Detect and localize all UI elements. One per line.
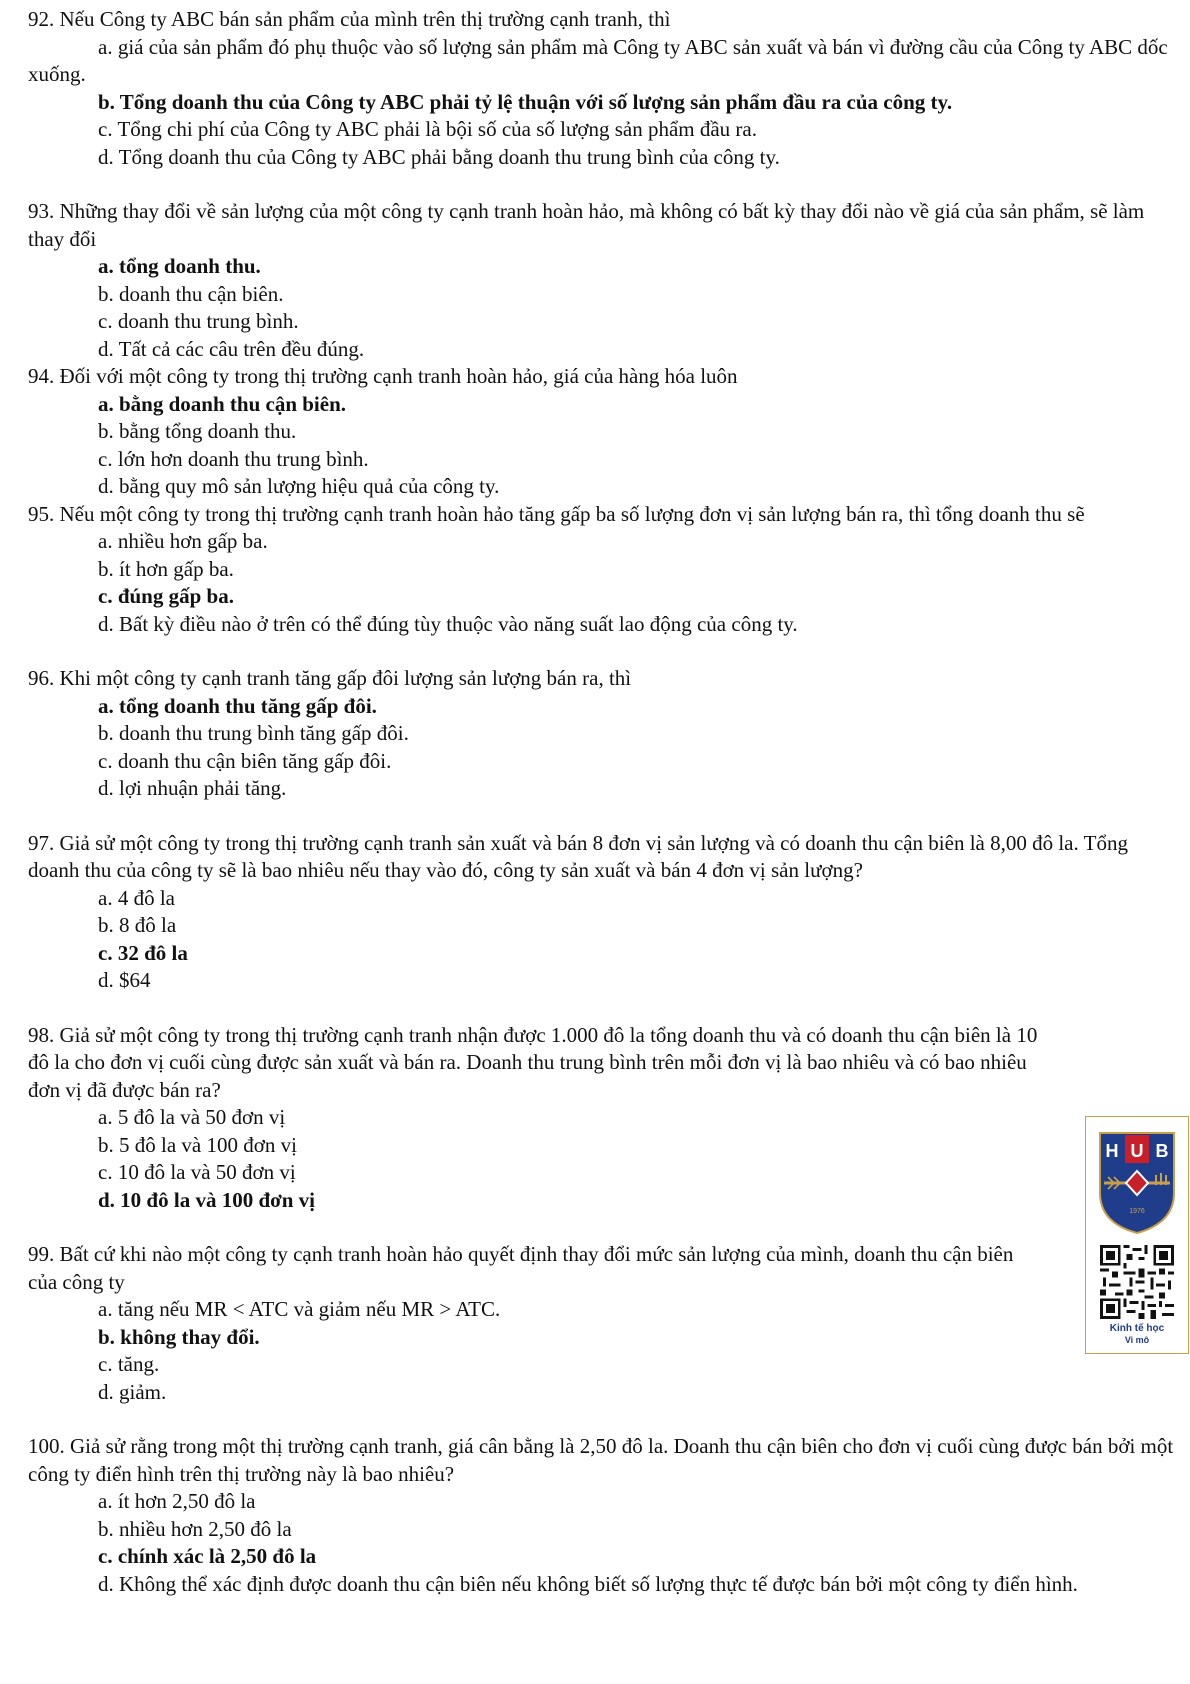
- logo-letter-h: H: [1105, 1141, 1119, 1161]
- answer-option: d. lợi nhuận phải tăng.: [98, 776, 287, 800]
- question-93: [0, 198, 1190, 363]
- answer-option: b. doanh thu cận biên.: [98, 281, 284, 306]
- answer-option: d. Bất kỳ điều nào ở trên có thể đúng tùy thuộc vào năng suất lao động của công ty.: [98, 611, 798, 636]
- answer-option: b. 5 đô la và 100 đơn vị: [98, 1132, 297, 1157]
- question-stem: 100. Giả sử rằng trong một thị trường cạnh tranh, giá cân bằng là 2,50 đô la. Doanh thu cận biên cho đơn vị cuối cùng được bán bởi một công ty điển hình trên thị trường này là bao nhiêu?: [28, 1434, 1174, 1486]
- answer-option: a. tăng nếu MR < ATC và giảm nếu MR > ATC.: [98, 1297, 501, 1321]
- qr-code-icon: [1100, 1245, 1174, 1319]
- question-97: [0, 830, 1190, 995]
- answer-option-correct: d. 10 đô la và 100 đơn vị: [98, 1187, 316, 1212]
- answer-option: a. nhiều hơn gấp ba.: [98, 529, 268, 553]
- answer-option: d. Không thể xác định được doanh thu cận biên nếu không biết số lượng thực tế được bán bởi một công ty điển hình.: [98, 1571, 1078, 1596]
- answer-option-correct: a. bằng doanh thu cận biên.: [98, 391, 347, 416]
- question-96: [0, 665, 1190, 803]
- answer-option: a. 4 đô la: [98, 885, 175, 910]
- answer-option: d. Tổng doanh thu của Công ty ABC phải bằng doanh thu trung bình của công ty.: [98, 144, 780, 169]
- answer-option: b. nhiều hơn 2,50 đô la: [98, 1516, 292, 1541]
- logo-letter-b: B: [1155, 1141, 1169, 1161]
- answer-option: d. $64: [98, 968, 151, 992]
- question-99: [0, 1241, 1190, 1406]
- answer-option-correct: c. 32 đô la: [98, 940, 188, 965]
- logo-year: 1976: [1129, 1208, 1145, 1215]
- answer-option-correct: c. đúng gấp ba.: [98, 584, 234, 608]
- logo-letter-u: U: [1130, 1141, 1144, 1161]
- hub-shield-logo-icon: [1098, 1131, 1176, 1235]
- question-stem: 95. Nếu một công ty trong thị trường cạnh tranh hoàn hảo tăng gấp ba số lượng đơn vị sản lượng bán ra, thì tổng doanh thu sẽ: [28, 501, 1085, 526]
- answer-option: d. Tất cả các câu trên đều đúng.: [98, 336, 365, 361]
- answer-option: b. doanh thu trung bình tăng gấp đôi.: [98, 721, 409, 745]
- question-92: [0, 6, 1190, 171]
- answer-option: b. ít hơn gấp ba.: [98, 556, 234, 581]
- answer-option: d. bằng quy mô sản lượng hiệu quả của công ty.: [98, 474, 500, 498]
- answer-option-correct: a. tổng doanh thu.: [98, 254, 261, 278]
- answer-option-correct: c. chính xác là 2,50 đô la: [98, 1544, 317, 1568]
- answer-option: c. doanh thu cận biên tăng gấp đôi.: [98, 748, 392, 773]
- answer-option-correct: b. không thay đổi.: [98, 1324, 260, 1349]
- answer-option: a. 5 đô la và 50 đơn vị: [98, 1105, 286, 1129]
- answer-option-correct: b. Tổng doanh thu của Công ty ABC phải tỷ lệ thuận với số lượng sản phẩm đầu ra của công ty.: [98, 89, 953, 114]
- question-95: [0, 501, 1190, 639]
- answer-option: c. doanh thu trung bình.: [98, 309, 299, 333]
- question-stem: 98. Giả sử một công ty trong thị trường cạnh tranh nhận được 1.000 đô la tổng doanh thu và có doanh thu cận biên là 10 đô la cho đơn vị cuối cùng được sản xuất và bán ra. Doanh thu trung bình trên mỗi đơn vị là bao nhiêu và có bao nhiêu đơn vị đã được bán ra?: [28, 1022, 1038, 1102]
- answer-option: c. Tổng chi phí của Công ty ABC phải là bội số của số lượng sản phẩm đầu ra.: [98, 117, 757, 141]
- badge-title: Kinh tế học: [1109, 1323, 1165, 1334]
- badge-subtitle: Vi mô: [1124, 1335, 1150, 1345]
- question-stem: 97. Giả sử một công ty trong thị trường cạnh tranh sản xuất và bán 8 đơn vị sản lượng và có doanh thu cận biên là 8,00 đô la. Tổng doanh thu của công ty sẽ là bao nhiêu nếu thay vào đó, công ty sản xuất và bán 4 đơn vị sản lượng?: [28, 830, 1128, 882]
- question-stem: 94. Đối với một công ty trong thị trường cạnh tranh hoàn hảo, giá của hàng hóa luôn: [28, 364, 738, 388]
- answer-option: c. tăng.: [98, 1352, 160, 1376]
- hub-badge: [1085, 1116, 1189, 1354]
- question-98: [0, 1022, 1190, 1215]
- answer-option-correct: a. tổng doanh thu tăng gấp đôi.: [98, 693, 377, 718]
- answer-option: c. 10 đô la và 50 đơn vị: [98, 1160, 296, 1184]
- answer-option: b. 8 đô la: [98, 913, 177, 937]
- question-stem: 92. Nếu Công ty ABC bán sản phẩm của mình trên thị trường cạnh tranh, thì: [28, 7, 671, 31]
- question-stem: 99. Bất cứ khi nào một công ty cạnh tranh hoàn hảo quyết định thay đổi mức sản lượng của mình, doanh thu cận biên của công ty: [28, 1242, 1014, 1294]
- question-stem: 96. Khi một công ty cạnh tranh tăng gấp đôi lượng sản lượng bán ra, thì: [28, 666, 632, 690]
- answer-option: d. giảm.: [98, 1379, 167, 1404]
- question-stem: 93. Những thay đổi về sản lượng của một công ty cạnh tranh hoàn hảo, mà không có bất kỳ thay đổi nào về giá của sản phẩm, sẽ làm thay đổi: [28, 199, 1145, 251]
- answer-option: a. giá của sản phẩm đó phụ thuộc vào số lượng sản phẩm mà Công ty ABC sản xuất và bán vì đường cầu của Công ty ABC dốc xuống.: [28, 34, 1168, 86]
- answer-option: b. bằng tổng doanh thu.: [98, 419, 297, 443]
- answer-option: a. ít hơn 2,50 đô la: [98, 1489, 256, 1513]
- question-100: [0, 1433, 1190, 1598]
- question-94: [0, 363, 1190, 501]
- answer-option: c. lớn hơn doanh thu trung bình.: [98, 446, 369, 471]
